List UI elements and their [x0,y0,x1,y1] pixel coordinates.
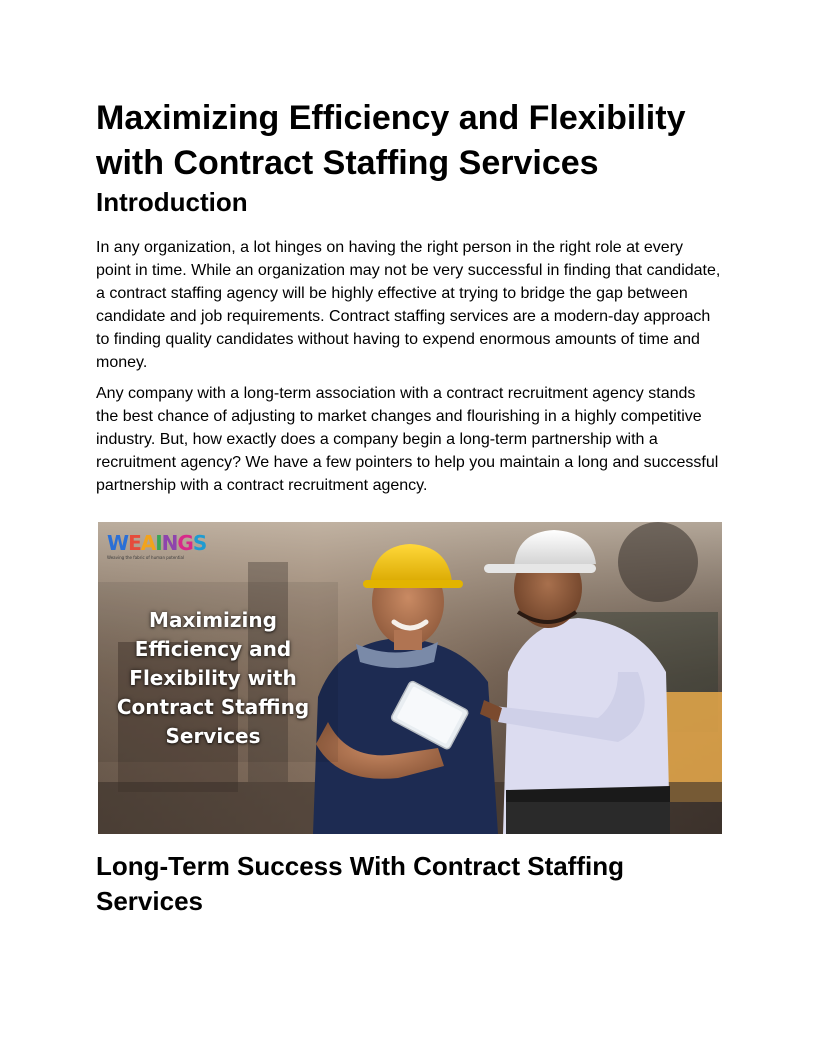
page-title: Maximizing Efficiency and Flexibility with Contract Staffing Services [96,99,686,182]
section-heading: Long-Term Success With Contract Staffing Services [96,851,624,916]
hero-overlay-text: Maximizing Efficiency and Flexibility with Contract Staffing Services [116,608,310,748]
logo-wordmark: WEAINGS [107,531,207,555]
weaings-logo [107,531,207,568]
intro-paragraph-1: In any organization, a lot hinges on having the right person in the right role at every point in time. While an organization may not be very successful in finding that candidate, a contract staffing agency will be highly effective at trying to bridge the gap between candidate and job requirements. Contract staffing services are a modern-day approach to finding quality candidates without having to expend enormous amounts of time and money. [96,239,721,371]
intro-heading: Introduction [96,187,248,217]
hero-image [98,522,722,834]
intro-paragraph-2: Any company with a long-term association with a contract recruitment agency stands the best chance of adjusting to market changes and flourishing in a highly competitive industry. But, how exactly does a company begin a long-term partnership with a recruitment agency? We have a few pointers to help you maintain a long and successful partnership with a contract recruitment agency. [96,385,719,494]
document-body [96,96,722,497]
logo-tagline: Weaving the fabric of human potential [107,555,185,560]
